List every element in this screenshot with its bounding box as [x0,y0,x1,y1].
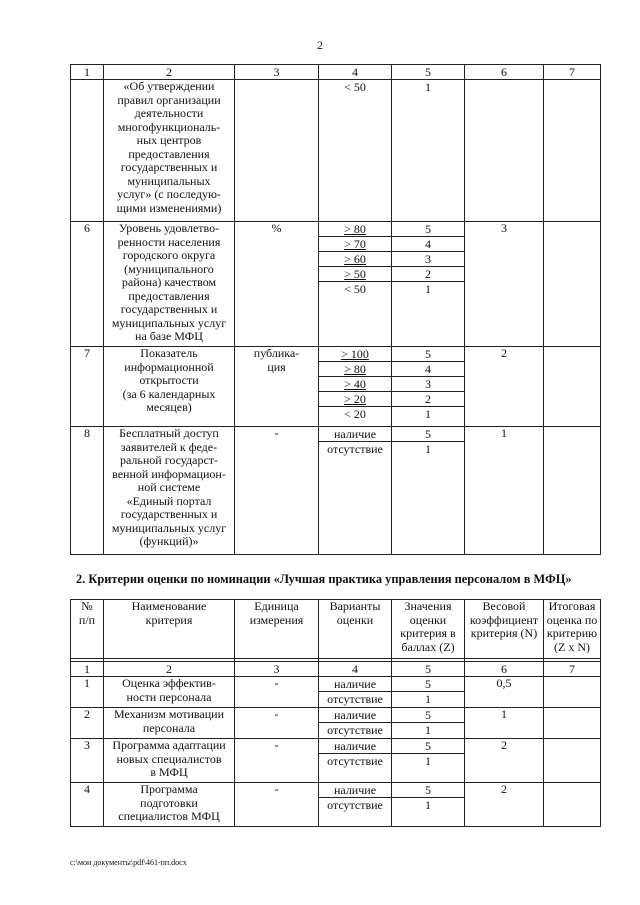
score: 1 [392,406,464,421]
score: 1 [392,281,464,296]
scores-cell [392,427,465,555]
score: 4 [392,236,464,251]
criterion-name: Программа подготовки специалистов МФЦ [104,783,235,827]
score: 5 [425,783,431,797]
col-number: 2 [104,662,235,677]
variant: > 80 [344,222,366,236]
variant: отсутствие [319,753,391,768]
variants-cell [319,222,392,347]
variants-cell [319,80,392,222]
variants-cell [319,347,392,427]
table-row [71,347,601,427]
scores-cell [392,739,465,783]
scores-cell [392,80,465,222]
page-number: 2 [317,38,323,52]
personnel-criteria-table [70,599,601,827]
scores-cell [392,677,465,708]
total [544,708,601,739]
row-number: 3 [71,739,104,783]
score: 5 [425,347,431,361]
variant: > 100 [341,347,369,361]
col-number: 2 [104,65,235,80]
variant: < 50 [344,80,366,94]
criterion-name: Механизм мотивации персонала [104,708,235,739]
variant: > 40 [319,376,391,391]
variant: наличие [333,739,377,753]
score: 1 [392,691,464,706]
header-name: Наименование критерия [104,600,235,659]
header-variants: Варианты оценки [319,600,392,659]
col-number: 1 [71,662,104,677]
header-total: Итоговая оценка по критерию (Z x N) [544,600,601,659]
row-number: 8 [71,427,104,555]
variant: > 80 [319,361,391,376]
unit: % [235,222,319,347]
col-number: 4 [319,65,392,80]
variant: наличие [333,783,377,797]
score: 5 [425,427,431,441]
unit: - [235,739,319,783]
criterion-name: Бесплатный доступ заявителей к феде- ральной государст- венной информацион- ной системе «Единый портал государственных и муниципальных услуг (функций)» [104,427,235,555]
table-row [71,739,601,783]
score: 5 [425,222,431,236]
weight [465,80,544,222]
score: 1 [392,722,464,737]
score: 5 [425,677,431,691]
header-weight: Весовой коэффициент критерия (N) [465,600,544,659]
variant: отсутствие [319,797,391,812]
header-unit: Единица измерения [235,600,319,659]
row-number: 7 [71,347,104,427]
scores-cell [392,222,465,347]
score: 5 [425,739,431,753]
variant: < 50 [319,281,391,296]
criterion-name: Оценка эффектив- ности персонала [104,677,235,708]
variant: > 50 [319,266,391,281]
unit: - [235,677,319,708]
col-number: 3 [235,65,319,80]
total [544,347,601,427]
weight: 2 [465,739,544,783]
unit: публика- ция [235,347,319,427]
weight: 1 [465,708,544,739]
weight: 1 [465,427,544,555]
unit [235,80,319,222]
file-path-footer: c:\мои документы\pdf\461-пп.docx [70,858,187,867]
score: 1 [392,441,464,456]
col-number: 5 [392,662,465,677]
total [544,427,601,555]
variant: > 60 [319,251,391,266]
col-number: 6 [465,65,544,80]
total [544,677,601,708]
variant: наличие [333,677,377,691]
variants-cell [319,739,392,783]
variant: наличие [333,427,377,441]
variants-cell [319,677,392,708]
header-scores: Значения оценки критерия в баллах (Z) [392,600,465,659]
criterion-name: Программа адаптации новых специалистов в МФЦ [104,739,235,783]
scores-cell [392,783,465,827]
score: 1 [392,753,464,768]
criteria-table-continued [70,64,601,555]
scores-cell [392,347,465,427]
variant: < 20 [319,406,391,421]
table-row [71,783,601,827]
score: 1 [425,80,431,94]
header-row [71,600,601,659]
score: 3 [392,376,464,391]
table-row [71,427,601,555]
variants-cell [319,708,392,739]
variants-cell [319,783,392,827]
table-row [71,677,601,708]
variant: наличие [333,708,377,722]
total [544,783,601,827]
score: 3 [392,251,464,266]
total [544,222,601,347]
table-row [71,222,601,347]
table-row [71,80,601,222]
score: 1 [392,797,464,812]
variant: отсутствие [319,722,391,737]
unit: - [235,427,319,555]
weight: 3 [465,222,544,347]
weight: 2 [465,783,544,827]
criterion-name: Показатель информационной открытости (за 6 календарных месяцев) [104,347,235,427]
row-number: 6 [71,222,104,347]
score: 2 [392,266,464,281]
score: 4 [392,361,464,376]
total [544,80,601,222]
score: 2 [392,391,464,406]
row-number [71,80,104,222]
variants-cell [319,427,392,555]
criterion-name: Уровень удовлетво- ренности населения городского округа (муниципального района) качеством предоставления государственных и муниципальных услуг на базе МФЦ [104,222,235,347]
weight: 2 [465,347,544,427]
section-2-title: 2. Критерии оценки по номинации «Лучшая практика управления персоналом в МФЦ» [76,572,572,586]
total [544,739,601,783]
column-number-row [71,65,601,80]
weight: 0,5 [465,677,544,708]
col-number: 4 [319,662,392,677]
variant: отсутствие [319,441,391,456]
score: 5 [425,708,431,722]
col-number: 6 [465,662,544,677]
row-number: 1 [71,677,104,708]
unit: - [235,708,319,739]
row-number: 2 [71,708,104,739]
col-number: 1 [71,65,104,80]
table-row [71,708,601,739]
row-number: 4 [71,783,104,827]
variant: > 20 [319,391,391,406]
unit: - [235,783,319,827]
criterion-name: «Об утверждении правил организации деятельности многофункциональ- ных центров предоставления государственных и муниципальных услуг» (с последую- щими изменениями) [104,80,235,222]
variant: > 70 [319,236,391,251]
col-number: 3 [235,662,319,677]
variant: отсутствие [319,691,391,706]
col-number: 7 [544,65,601,80]
header-num: № п/п [71,600,104,659]
col-number: 5 [392,65,465,80]
column-number-row [71,662,601,677]
col-number: 7 [544,662,601,677]
scores-cell [392,708,465,739]
